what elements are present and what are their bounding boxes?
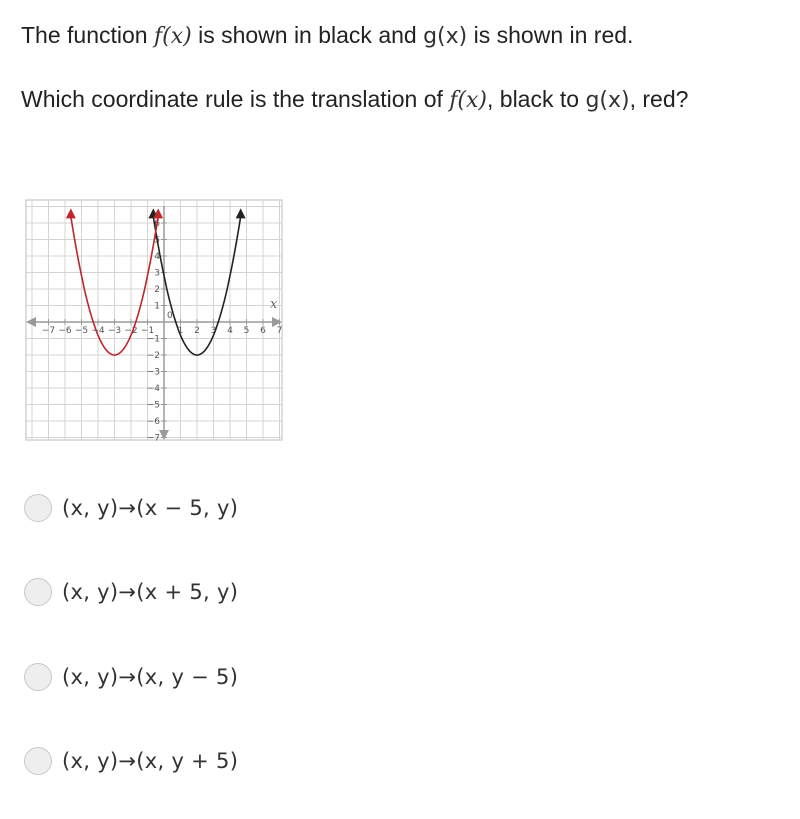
question-text: is shown in red. (467, 22, 634, 48)
y-tick-label: 1 (154, 301, 160, 312)
option-3[interactable] (24, 660, 238, 694)
y-tick-label: −1 (146, 334, 160, 345)
x-tick-label: −7 (41, 326, 56, 336)
question-text: is shown in black and (191, 22, 424, 48)
f-of-x: f(x) (449, 88, 487, 113)
origin-label: 0 (167, 311, 173, 321)
y-tick-label: −6 (146, 417, 160, 427)
x-tick-label: −5 (74, 326, 89, 336)
question-line-2 (21, 85, 688, 115)
x-axis-left-arrow (26, 317, 36, 327)
g-curve-arrow (66, 208, 76, 218)
y-axis-down-arrow (159, 430, 169, 440)
g-of-x: g(x) (585, 88, 630, 113)
option-4[interactable] (24, 744, 238, 778)
y-tick-label: 3 (154, 268, 160, 279)
y-tick-label: 2 (154, 285, 160, 295)
option-label: (x, y)→(x + 5, y) (62, 580, 239, 604)
option-label: (x, y)→(x − 5, y) (62, 496, 239, 520)
option-label: (x, y)→(x, y − 5) (62, 665, 239, 689)
x-tick-label: 5 (243, 326, 250, 336)
f-of-x: f(x) (153, 24, 192, 49)
option-2[interactable] (24, 575, 238, 609)
y-tick-label: −3 (146, 367, 160, 378)
x-tick-label: 4 (227, 326, 233, 336)
x-tick-label: 3 (210, 326, 217, 336)
radio-button[interactable] (24, 663, 52, 691)
x-tick-label: 1 (177, 326, 184, 336)
y-tick-label: 4 (154, 252, 160, 262)
x-tick-label: −3 (107, 326, 122, 336)
radio-button[interactable] (24, 494, 52, 522)
radio-button[interactable] (24, 747, 52, 775)
x-tick-label: −6 (58, 326, 72, 336)
question-text: Which coordinate rule is the translation of (21, 86, 450, 112)
y-tick-label: 5 (154, 235, 160, 246)
y-tick-label: −7 (146, 433, 160, 442)
question-text: , black to (487, 86, 586, 112)
option-1[interactable] (24, 491, 238, 525)
x-tick-label: −1 (140, 326, 155, 336)
x-tick-label: 2 (194, 326, 200, 336)
radio-button[interactable] (24, 578, 52, 606)
x-tick-label: 7 (276, 326, 283, 336)
f-curve-arrow (236, 208, 246, 218)
question-text: , red? (629, 86, 689, 112)
question-line-1 (21, 21, 633, 51)
y-tick-label: −2 (146, 351, 160, 361)
g-of-x: g(x) (423, 24, 468, 49)
question-text: The function (21, 22, 154, 48)
x-tick-label: 6 (260, 326, 266, 336)
y-tick-label: 6 (154, 219, 160, 229)
y-tick-label: −4 (146, 384, 160, 394)
function-graph (24, 198, 284, 442)
x-tick-label: −4 (91, 326, 105, 336)
x-tick-label: −2 (124, 326, 138, 336)
x-axis-label: x (270, 297, 278, 312)
y-tick-label: −5 (146, 400, 160, 411)
option-label: (x, y)→(x, y + 5) (62, 749, 239, 773)
